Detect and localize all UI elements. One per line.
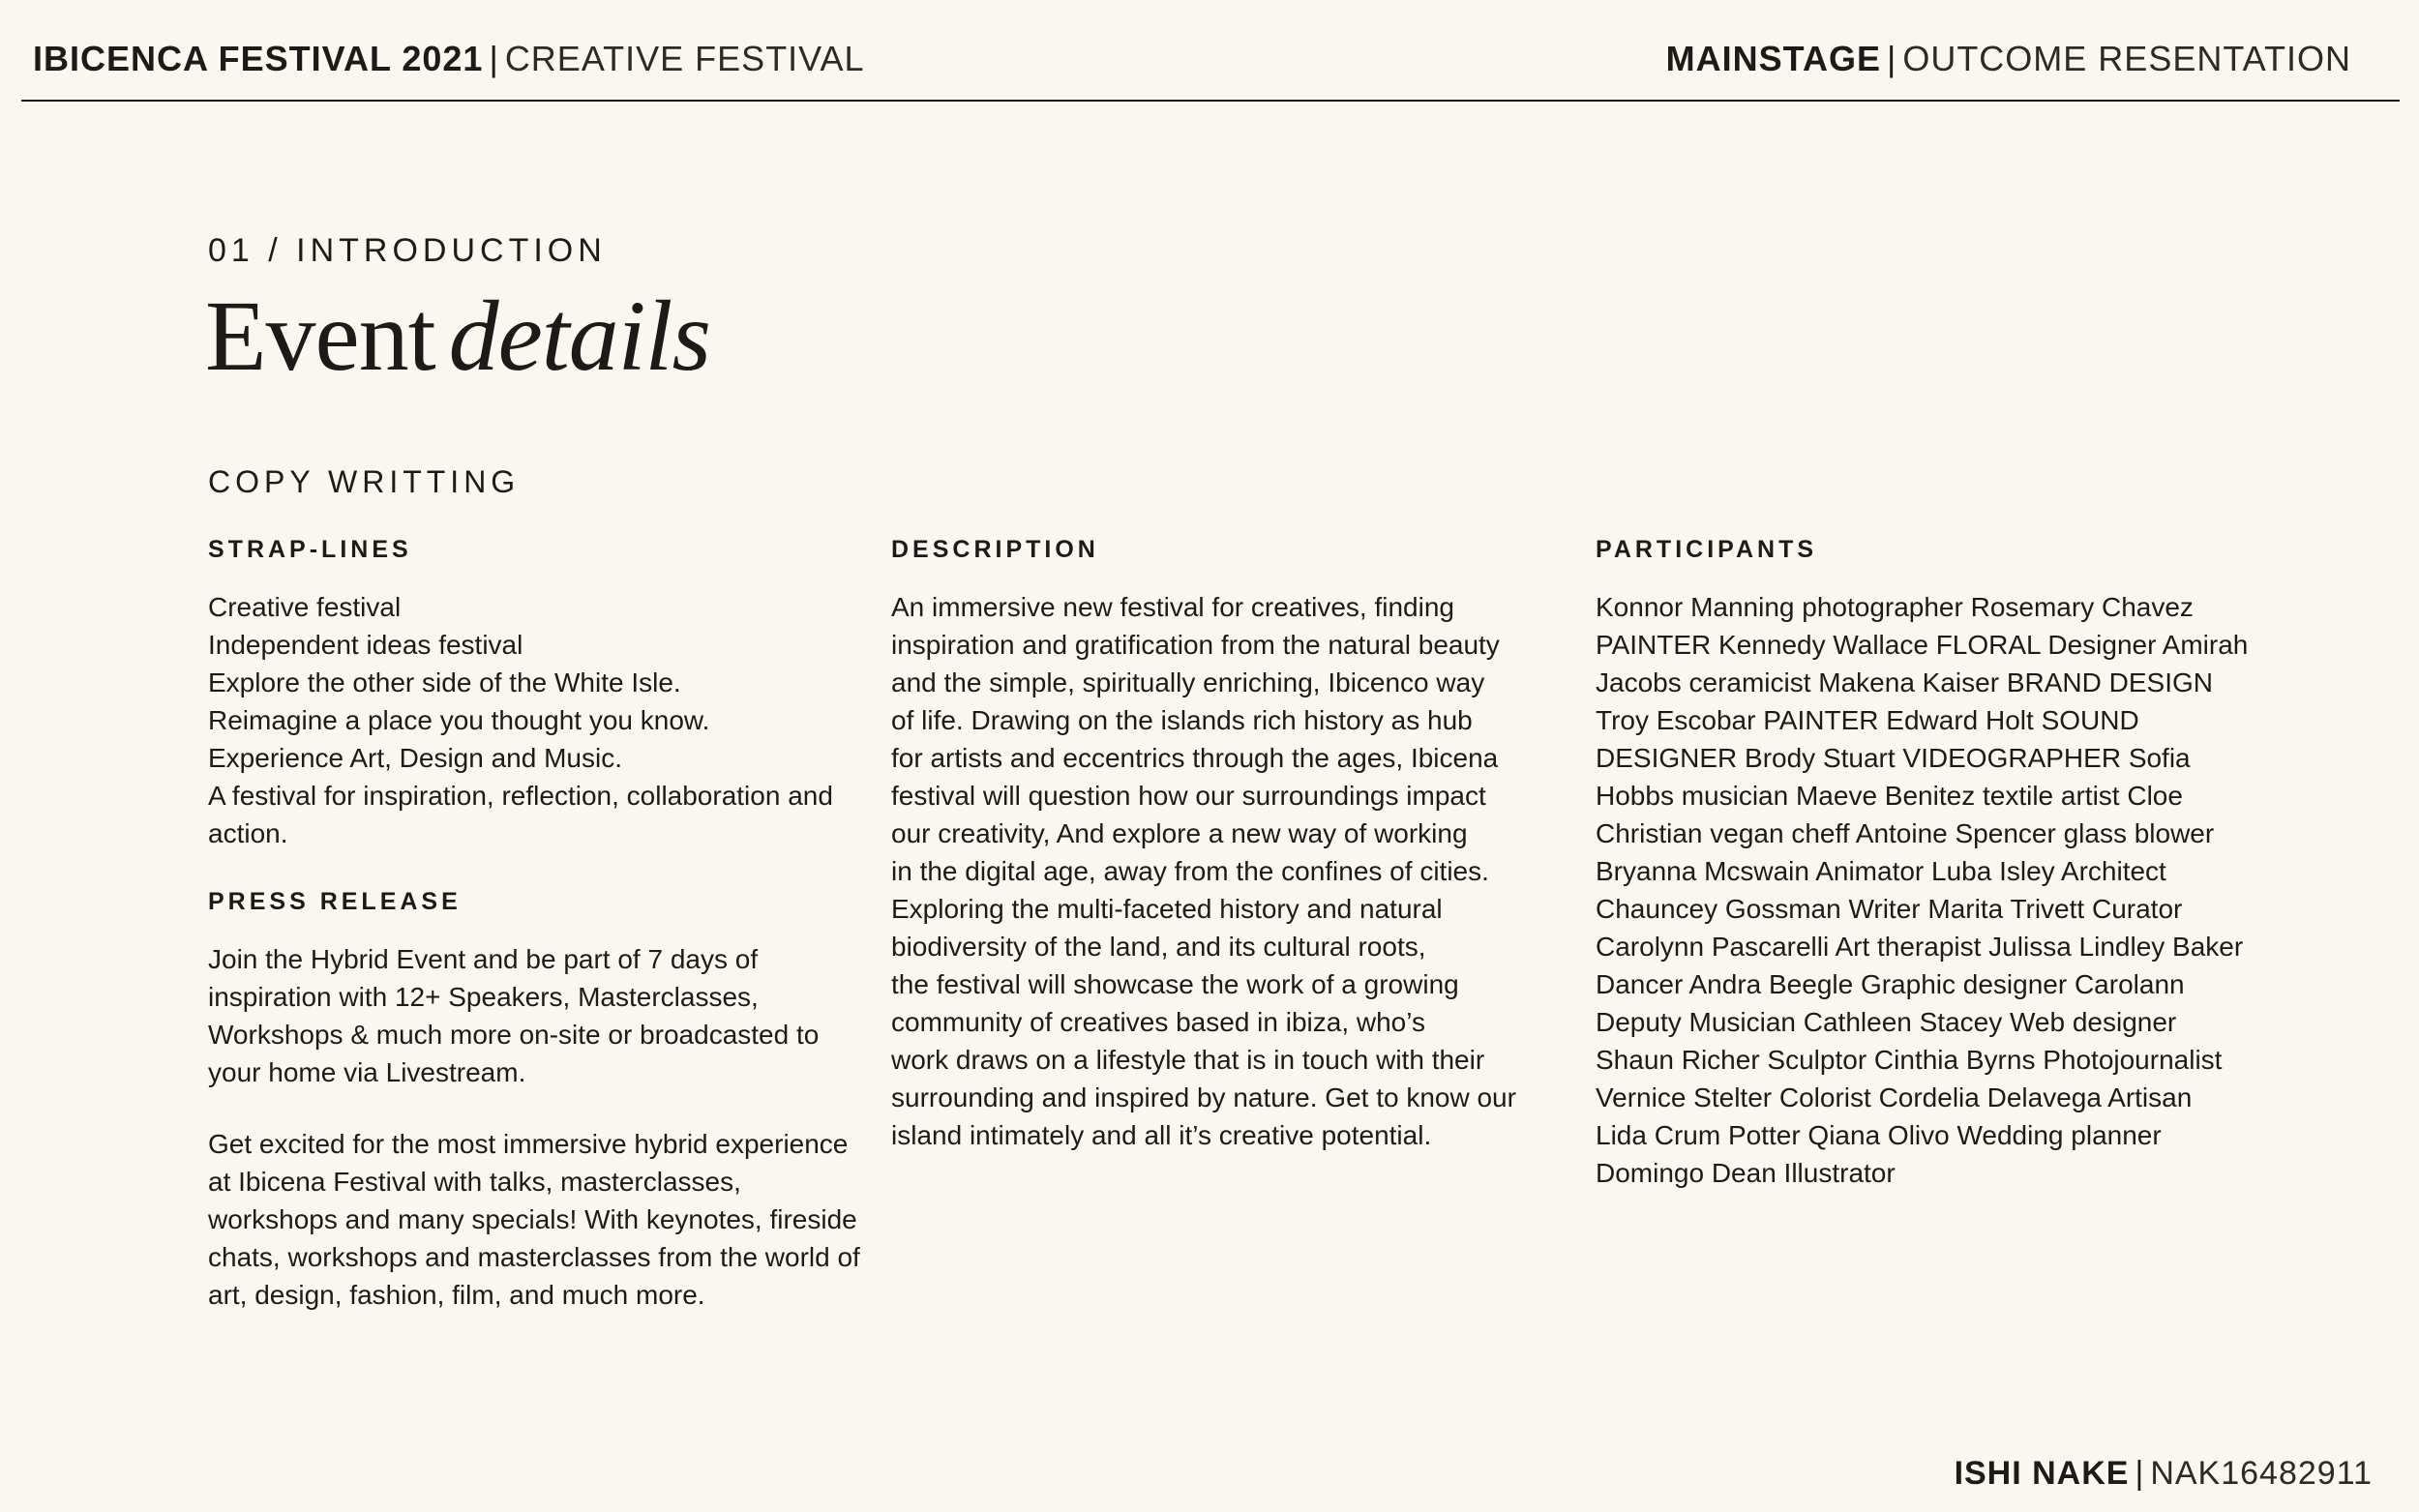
participants-line: Shaun Richer Sculptor Cinthia Byrns Photojournalist <box>1596 1045 2223 1075</box>
strapline-item: Explore the other side of the White Isle. <box>208 667 681 697</box>
press-release-line: Join the Hybrid Event and be part of 7 days of <box>208 944 759 974</box>
description-line: our creativity, And explore a new way of working <box>891 818 1468 848</box>
participants-line: Lida Crum Potter Qiana Olivo Wedding planner <box>1596 1120 2162 1150</box>
strapline-item: A festival for inspiration, reflection, collaboration and <box>208 781 833 811</box>
participants-line: Hobbs musician Maeve Benitez textile artist Cloe <box>1596 781 2183 811</box>
page-title-italic: details <box>448 281 710 392</box>
festival-subtitle: CREATIVE FESTIVAL <box>504 39 865 78</box>
press-release-line: your home via Livestream. <box>208 1057 526 1087</box>
description-heading: DESCRIPTION <box>891 536 1099 563</box>
description-line: in the digital age, away from the confines of cities. <box>891 856 1489 886</box>
press-release-line: chats, workshops and masterclasses from the world of <box>208 1242 860 1272</box>
press-release-line: at Ibicena Festival with talks, masterclasses, <box>208 1167 741 1197</box>
description-line: for artists and eccentrics through the ages, Ibicena <box>891 743 1499 773</box>
description-line: community of creatives based in ibiza, who’s <box>891 1007 1425 1037</box>
participants-line: Vernice Stelter Colorist Cordelia Delavega Artisan <box>1596 1082 2193 1112</box>
strapline-item: Experience Art, Design and Music. <box>208 743 622 773</box>
header-left-separator: | <box>489 39 499 78</box>
straplines-heading: STRAP-LINES <box>208 536 412 563</box>
participants-line: Carolynn Pascarelli Art therapist Julissa Lindley Baker <box>1596 932 2244 962</box>
press-release-line: Get excited for the most immersive hybrid experience <box>208 1129 849 1159</box>
press-release-heading: PRESS RELEASE <box>208 888 462 915</box>
press-release-line: Workshops & much more on-site or broadcasted to <box>208 1020 820 1050</box>
description-line: and the simple, spiritually enriching, Ibicenco way <box>891 667 1485 697</box>
author-name: ISHI NAKE <box>1954 1455 2130 1492</box>
description-line: the festival will showcase the work of a growing <box>891 969 1459 999</box>
festival-name: IBICENCA FESTIVAL 2021 <box>33 39 484 78</box>
page-title-plain: Event <box>205 281 435 392</box>
participants-heading: PARTICIPANTS <box>1596 536 1818 563</box>
participants-line: Bryanna Mcswain Animator Luba Isley Architect <box>1596 856 2166 886</box>
strapline-item: Creative festival <box>208 592 402 622</box>
presentation-name: OUTCOME RESENTATION <box>1902 39 2351 78</box>
description-line: An immersive new festival for creatives, finding <box>891 592 1454 622</box>
participants-line: Troy Escobar PAINTER Edward Holt SOUND <box>1596 705 2139 735</box>
press-release-line: inspiration with 12+ Speakers, Masterclasses, <box>208 982 759 1012</box>
participants-list <box>1596 588 2248 1192</box>
footer-author <box>1955 1455 2373 1493</box>
header-divider <box>21 100 2400 102</box>
page-title <box>205 279 710 395</box>
press-release-paragraph-2 <box>208 1125 860 1314</box>
participants-line: Deputy Musician Cathleen Stacey Web designer <box>1596 1007 2177 1037</box>
participants-line: Domingo Dean Illustrator <box>1596 1158 1896 1188</box>
strapline-item: Independent ideas festival <box>208 630 523 660</box>
description-line: surrounding and inspired by nature. Get to know our <box>891 1082 1516 1112</box>
participants-line: PAINTER Kennedy Wallace FLORAL Designer Amirah <box>1596 630 2249 660</box>
description-line: festival will question how our surroundings impact <box>891 781 1486 811</box>
description-line: biodiversity of the land, and its cultural roots, <box>891 932 1426 962</box>
header-right-separator: | <box>1886 39 1897 78</box>
student-id: NAK16482911 <box>2150 1455 2373 1492</box>
participants-line: Chauncey Gossman Writer Marita Trivett Curator <box>1596 894 2183 924</box>
description-line: Exploring the multi-faceted history and natural <box>891 894 1443 924</box>
description-line: inspiration and gratification from the natural beauty <box>891 630 1500 660</box>
press-release-paragraph-1 <box>208 940 819 1091</box>
description-line: work draws on a lifestyle that is in touch with their <box>891 1045 1485 1075</box>
participants-line: Christian vegan cheff Antoine Spencer glass blower <box>1596 818 2215 848</box>
participants-line: Jacobs ceramicist Makena Kaiser BRAND DESIGN <box>1596 667 2213 697</box>
straplines-list <box>208 588 833 852</box>
participants-line: Dancer Andra Beegle Graphic designer Carolann <box>1596 969 2185 999</box>
strapline-item: action. <box>208 818 288 848</box>
press-release-line: workshops and many specials! With keynotes, fireside <box>208 1204 857 1234</box>
description-line: island intimately and all it’s creative potential. <box>891 1120 1432 1150</box>
description-line: of life. Drawing on the islands rich history as hub <box>891 705 1473 735</box>
press-release-line: art, design, fashion, film, and much more. <box>208 1280 705 1310</box>
participants-line: Konnor Manning photographer Rosemary Chavez <box>1596 592 2194 622</box>
section-label: 01 / INTRODUCTION <box>208 232 607 269</box>
header-presentation-title <box>1666 39 2351 79</box>
footer-separator: | <box>2135 1455 2145 1492</box>
stage-name: MAINSTAGE <box>1665 39 1881 78</box>
strapline-item: Reimagine a place you thought you know. <box>208 705 710 735</box>
header-festival-title <box>33 39 865 79</box>
copy-writing-heading: COPY WRITTING <box>208 464 521 499</box>
description-text <box>891 588 1516 1154</box>
participants-line: DESIGNER Brody Stuart VIDEOGRAPHER Sofia <box>1596 743 2191 773</box>
